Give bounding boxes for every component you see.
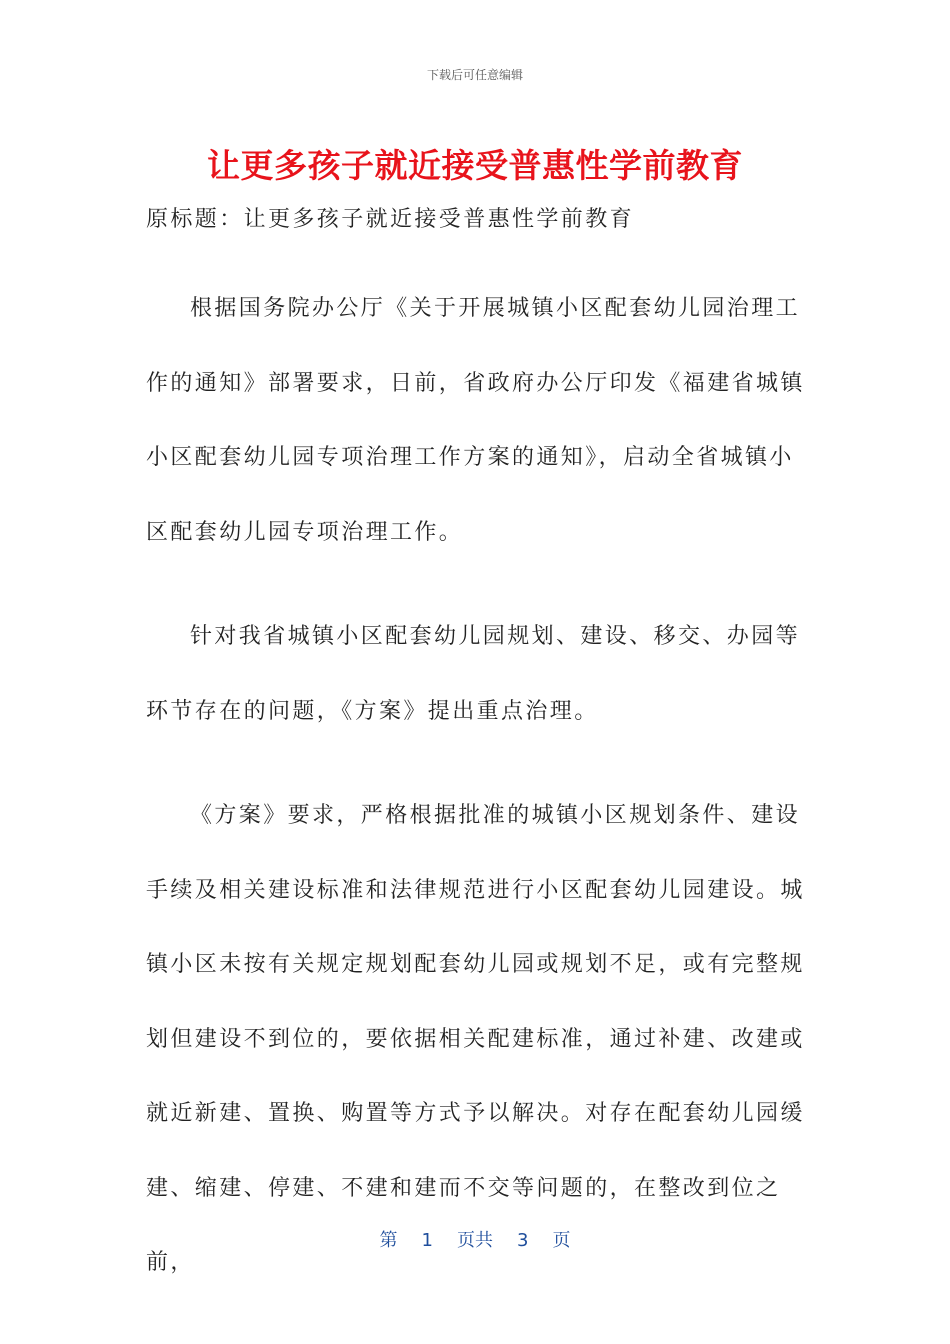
original-title: 原标题：让更多孩子就近接受普惠性学前教育 bbox=[146, 207, 635, 232]
footer-middle: 页共 bbox=[457, 1230, 493, 1251]
footer-suffix: 页 bbox=[552, 1230, 571, 1251]
document-title: 让更多孩子就近接受普惠性学前教育 bbox=[207, 146, 743, 185]
page-footer bbox=[0, 1226, 950, 1252]
total-pages-number: 3 bbox=[517, 1230, 529, 1251]
current-page-number: 1 bbox=[421, 1230, 433, 1251]
paragraph-3: 《方案》要求，严格根据批准的城镇小区规划条件、建设手续及相关建设标准和法律规范进行小区配套幼儿园建设。城镇小区未按有关规定规划配套幼儿园或规划不足，或有完整规划但建设不到位的，要依据相关配建标准，通过补建、改建或就近新建、置换、购置等方式予以解决。对存在配套幼儿园缓建、缩建、停建、不建和建而不交等问题的，在整改到位之前， bbox=[146, 803, 805, 1275]
page-header-note: 下载后可任意编辑 bbox=[426, 68, 523, 82]
document-body bbox=[146, 198, 806, 1301]
paragraph-1: 根据国务院办公厅《关于开展城镇小区配套幼儿园治理工作的通知》部署要求，日前，省政府办公厅印发《福建省城镇小区配套幼儿园专项治理工作方案的通知》，启动全省城镇小区配套幼儿园专项治理工作。 bbox=[146, 296, 805, 545]
footer-prefix: 第 bbox=[379, 1230, 398, 1251]
paragraph-2: 针对我省城镇小区配套幼儿园规划、建设、移交、办园等环节存在的问题，《方案》提出重点治理。 bbox=[146, 624, 801, 724]
